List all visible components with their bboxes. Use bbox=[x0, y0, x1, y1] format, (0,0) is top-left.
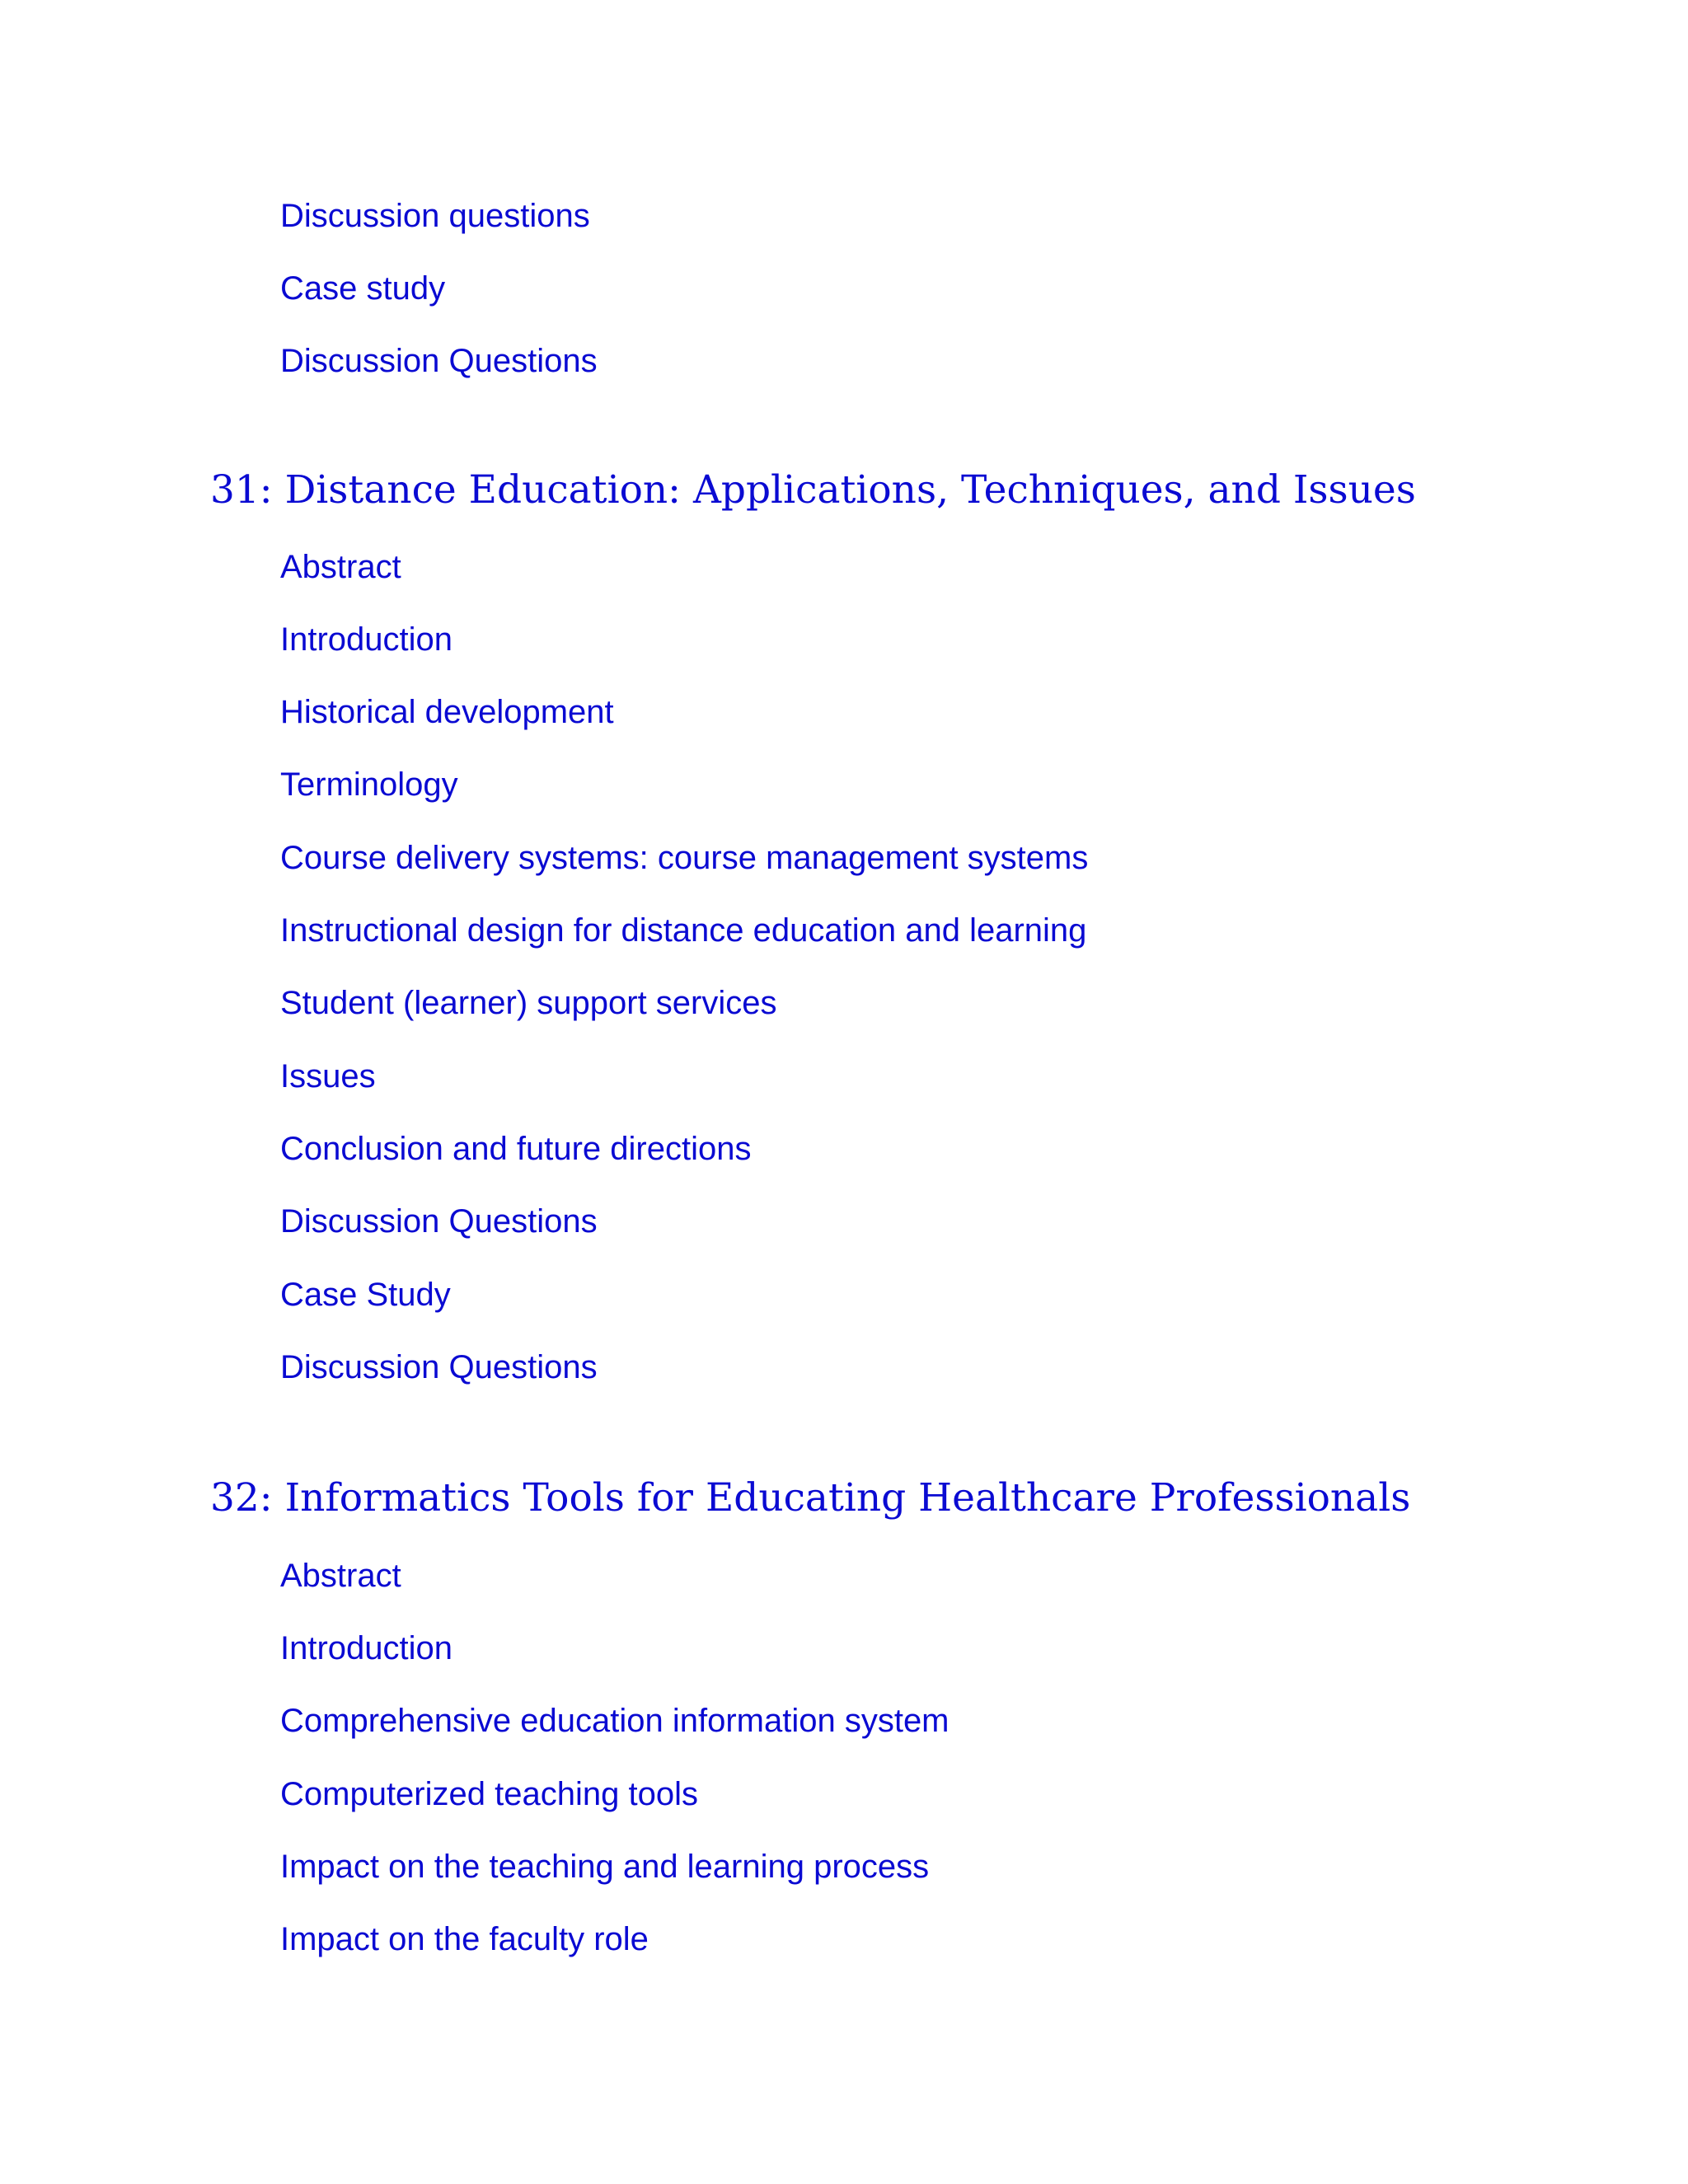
toc-link-impact-teaching-learning[interactable]: Impact on the teaching and learning process bbox=[280, 1849, 930, 1885]
chapter-32-heading[interactable]: 32: Informatics Tools for Educating Healthcare Professionals bbox=[210, 1475, 1411, 1521]
toc-link-introduction[interactable]: Introduction bbox=[280, 621, 453, 658]
toc-link-discussion-questions[interactable]: Discussion questions bbox=[280, 198, 590, 234]
toc-link-discussion-questions[interactable]: Discussion Questions bbox=[280, 1349, 598, 1385]
toc-link-case-study[interactable]: Case study bbox=[280, 270, 446, 307]
toc-link-impact-faculty-role[interactable]: Impact on the faculty role bbox=[280, 1921, 649, 1957]
toc-link-computerized-teaching-tools[interactable]: Computerized teaching tools bbox=[280, 1776, 698, 1812]
toc-link-instructional-design[interactable]: Instructional design for distance education and learning bbox=[280, 912, 1087, 949]
toc-link-introduction[interactable]: Introduction bbox=[280, 1630, 453, 1666]
toc-link-conclusion-future-directions[interactable]: Conclusion and future directions bbox=[280, 1131, 752, 1167]
toc-link-case-study[interactable]: Case Study bbox=[280, 1277, 451, 1313]
toc-link-historical-development[interactable]: Historical development bbox=[280, 694, 614, 730]
toc-link-comprehensive-education-information-system[interactable]: Comprehensive education information system bbox=[280, 1703, 950, 1739]
toc-link-discussion-questions[interactable]: Discussion Questions bbox=[280, 1203, 598, 1240]
toc-link-course-delivery-systems[interactable]: Course delivery systems: course management systems bbox=[280, 840, 1089, 876]
chapter-31-heading[interactable]: 31: Distance Education: Applications, Techniques, and Issues bbox=[210, 467, 1416, 513]
toc-link-discussion-questions[interactable]: Discussion Questions bbox=[280, 343, 598, 379]
toc-link-abstract[interactable]: Abstract bbox=[280, 1558, 401, 1594]
toc-link-terminology[interactable]: Terminology bbox=[280, 766, 458, 803]
toc-link-abstract[interactable]: Abstract bbox=[280, 549, 401, 585]
toc-link-student-support-services[interactable]: Student (learner) support services bbox=[280, 985, 777, 1021]
toc-link-issues[interactable]: Issues bbox=[280, 1058, 376, 1094]
